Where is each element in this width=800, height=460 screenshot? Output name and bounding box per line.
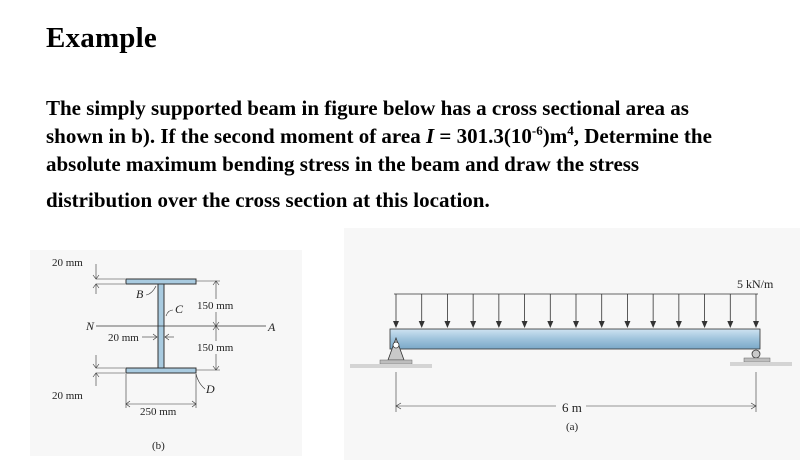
- roller-support-base: [744, 358, 770, 362]
- pin-support-base: [380, 360, 412, 364]
- problem-line-1: The simply supported beam in figure below has a cross sectional area as: [46, 96, 689, 120]
- point-b-label: B: [136, 287, 144, 301]
- figure-a-caption: (a): [566, 421, 579, 433]
- figure-b-caption: (b): [152, 440, 165, 452]
- moment-exponent: -6: [531, 123, 543, 138]
- top-flange: [126, 279, 196, 284]
- roller: [752, 350, 760, 358]
- page-title: Example: [46, 22, 157, 54]
- axis-a-label: A: [268, 320, 276, 334]
- beam: [390, 329, 760, 349]
- top-flange-dim-label: 20 mm: [52, 257, 83, 269]
- axis-n-label: N: [86, 319, 95, 333]
- span-label: 6 m: [562, 400, 582, 415]
- moment-value: = 301.3(10: [434, 124, 532, 148]
- moment-symbol: I: [425, 124, 435, 148]
- moment-unit-exponent: 4: [567, 123, 574, 138]
- web-dim-label: 20 mm: [108, 332, 139, 344]
- bottom-flange: [126, 368, 196, 373]
- problem-line-4: distribution over the cross section at this location.: [46, 188, 490, 212]
- problem-line-2-text: shown in b). If the second moment of area: [46, 124, 421, 148]
- moment-unit: )m: [542, 124, 568, 148]
- upper-depth-label: 150 mm: [197, 300, 234, 312]
- beam-figure: [344, 228, 800, 460]
- load-label: 5 kN/m: [737, 277, 774, 291]
- bottom-flange-dim-label: 20 mm: [52, 390, 83, 402]
- lower-depth-label: 150 mm: [197, 342, 234, 354]
- flange-width-label: 250 mm: [140, 406, 177, 418]
- point-d-label: D: [206, 382, 215, 396]
- problem-line-2: [46, 124, 712, 149]
- ground-right: [730, 362, 792, 366]
- pin: [393, 342, 399, 348]
- point-c-label: C: [175, 302, 184, 316]
- problem-line-2-end: , Determine the: [573, 124, 712, 148]
- ground-left: [350, 364, 432, 368]
- problem-line-3: absolute maximum bending stress in the beam and draw the stress: [46, 152, 640, 176]
- cross-section-figure: [30, 250, 302, 456]
